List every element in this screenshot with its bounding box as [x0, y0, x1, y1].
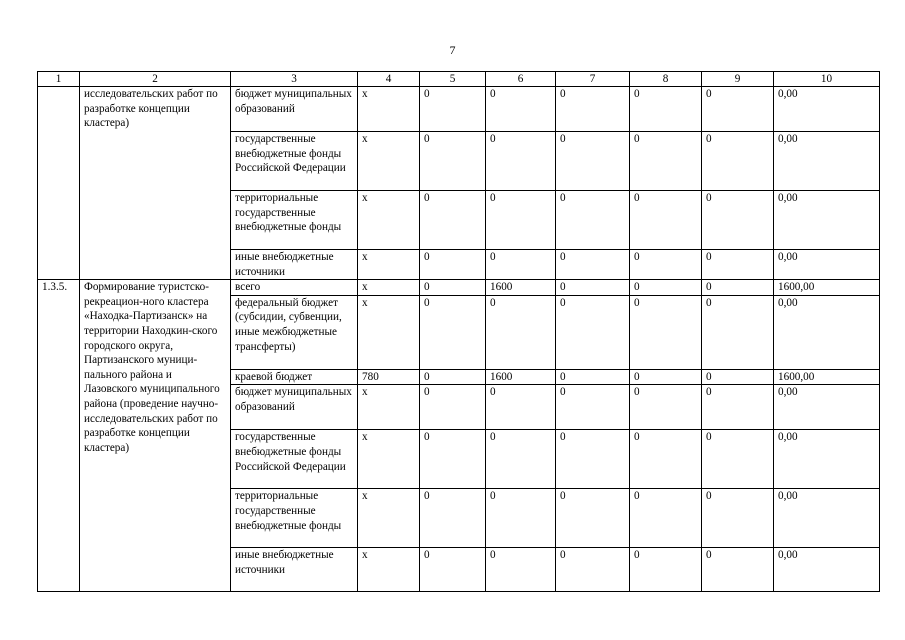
- cell: x: [358, 250, 420, 280]
- cell: 0: [702, 548, 774, 592]
- header-row: [38, 72, 880, 87]
- cell: 0: [556, 489, 630, 548]
- cell: 780: [358, 369, 420, 385]
- cell: x: [358, 548, 420, 592]
- cell: 0: [420, 250, 486, 280]
- col-header: 10: [774, 72, 880, 87]
- cell: 0: [630, 295, 702, 369]
- funding-source: федеральный бюджет (субсидии, субвенции, иные межбюджетные трансферты): [231, 295, 358, 369]
- cell: 0: [702, 369, 774, 385]
- cell: 0: [556, 295, 630, 369]
- cell: 0: [420, 369, 486, 385]
- cell: 0,00: [774, 250, 880, 280]
- col-header: 2: [80, 72, 231, 87]
- cell: 0: [486, 87, 556, 132]
- cell: 1600: [486, 369, 556, 385]
- cell: 0: [420, 295, 486, 369]
- cell: 0: [420, 489, 486, 548]
- cell: 0: [556, 132, 630, 191]
- budget-table: [37, 71, 880, 592]
- cell: 0: [420, 87, 486, 132]
- cell: x: [358, 132, 420, 191]
- col-header: 7: [556, 72, 630, 87]
- cell: 0: [486, 489, 556, 548]
- cell: 0,00: [774, 295, 880, 369]
- funding-source: территориальные государственные внебюджетные фонды: [231, 191, 358, 250]
- cell: 0: [486, 430, 556, 489]
- cell: 0: [702, 385, 774, 430]
- funding-source: бюджет муниципальных образований: [231, 87, 358, 132]
- cell: 0: [420, 385, 486, 430]
- cell: 0: [420, 132, 486, 191]
- cell: 0: [556, 430, 630, 489]
- cell: 0: [630, 250, 702, 280]
- page-number: 7: [449, 43, 456, 57]
- cell: 0,00: [774, 87, 880, 132]
- cell: 0: [630, 489, 702, 548]
- cell: x: [358, 280, 420, 296]
- cell: 0,00: [774, 430, 880, 489]
- cell: 0: [486, 295, 556, 369]
- cell: 0: [486, 548, 556, 592]
- cell: 0: [486, 385, 556, 430]
- cell: x: [358, 489, 420, 548]
- col-header: 4: [358, 72, 420, 87]
- cell: 0: [630, 280, 702, 296]
- cell: x: [358, 295, 420, 369]
- cell: 0: [556, 369, 630, 385]
- funding-source: государственные внебюджетные фонды Российской Федерации: [231, 132, 358, 191]
- cell: 0: [630, 385, 702, 430]
- cell: 0: [420, 280, 486, 296]
- col-header: 9: [702, 72, 774, 87]
- cell: 0,00: [774, 489, 880, 548]
- cell: 0: [702, 132, 774, 191]
- cell: x: [358, 385, 420, 430]
- cell: 0,00: [774, 548, 880, 592]
- col-header: 6: [486, 72, 556, 87]
- cell: 0: [420, 548, 486, 592]
- cell: 0: [702, 489, 774, 548]
- cell: 1600: [486, 280, 556, 296]
- cell: 0: [486, 132, 556, 191]
- col-header: 8: [630, 72, 702, 87]
- cell: 0: [702, 295, 774, 369]
- cell: 0: [556, 280, 630, 296]
- cell: 0,00: [774, 191, 880, 250]
- cell: x: [358, 191, 420, 250]
- col-header: 5: [420, 72, 486, 87]
- cell: 0: [556, 548, 630, 592]
- item-description: Формирование туристско-рекреацион-ного кластера «Находка-Партизанск» на территории Находкин-ского городского округа, Партизанского муници-пального района и Лазовского муниципального района (проведение научно-исследовательских работ по разработке концепции кластера): [80, 280, 231, 592]
- cell: 1600,00: [774, 369, 880, 385]
- table-row: [38, 280, 880, 296]
- cell: 0: [630, 548, 702, 592]
- item-number: [38, 87, 80, 280]
- cell: 0: [702, 191, 774, 250]
- item-description: исследовательских работ по разработке концепции кластера): [80, 87, 231, 280]
- cell: 0: [556, 191, 630, 250]
- table-row: [38, 87, 880, 132]
- cell: 0,00: [774, 385, 880, 430]
- col-header: 1: [38, 72, 80, 87]
- funding-source: бюджет муниципальных образований: [231, 385, 358, 430]
- funding-source: всего: [231, 280, 358, 296]
- cell: 0: [556, 385, 630, 430]
- cell: 0: [702, 280, 774, 296]
- cell: 0: [630, 430, 702, 489]
- cell: 0: [420, 430, 486, 489]
- funding-source: государственные внебюджетные фонды Российской Федерации: [231, 430, 358, 489]
- cell: 0,00: [774, 132, 880, 191]
- cell: 0: [630, 369, 702, 385]
- cell: 0: [702, 430, 774, 489]
- cell: 0: [702, 250, 774, 280]
- funding-source: иные внебюджетные источники: [231, 548, 358, 592]
- cell: 0: [420, 191, 486, 250]
- cell: 0: [556, 250, 630, 280]
- cell: 1600,00: [774, 280, 880, 296]
- cell: x: [358, 87, 420, 132]
- cell: 0: [486, 250, 556, 280]
- funding-source: краевой бюджет: [231, 369, 358, 385]
- cell: 0: [630, 191, 702, 250]
- cell: 0: [630, 87, 702, 132]
- cell: 0: [486, 191, 556, 250]
- funding-source: иные внебюджетные источники: [231, 250, 358, 280]
- col-header: 3: [231, 72, 358, 87]
- cell: 0: [702, 87, 774, 132]
- cell: 0: [556, 87, 630, 132]
- funding-source: территориальные государственные внебюджетные фонды: [231, 489, 358, 548]
- item-number: 1.3.5.: [38, 280, 80, 592]
- cell: x: [358, 430, 420, 489]
- cell: 0: [630, 132, 702, 191]
